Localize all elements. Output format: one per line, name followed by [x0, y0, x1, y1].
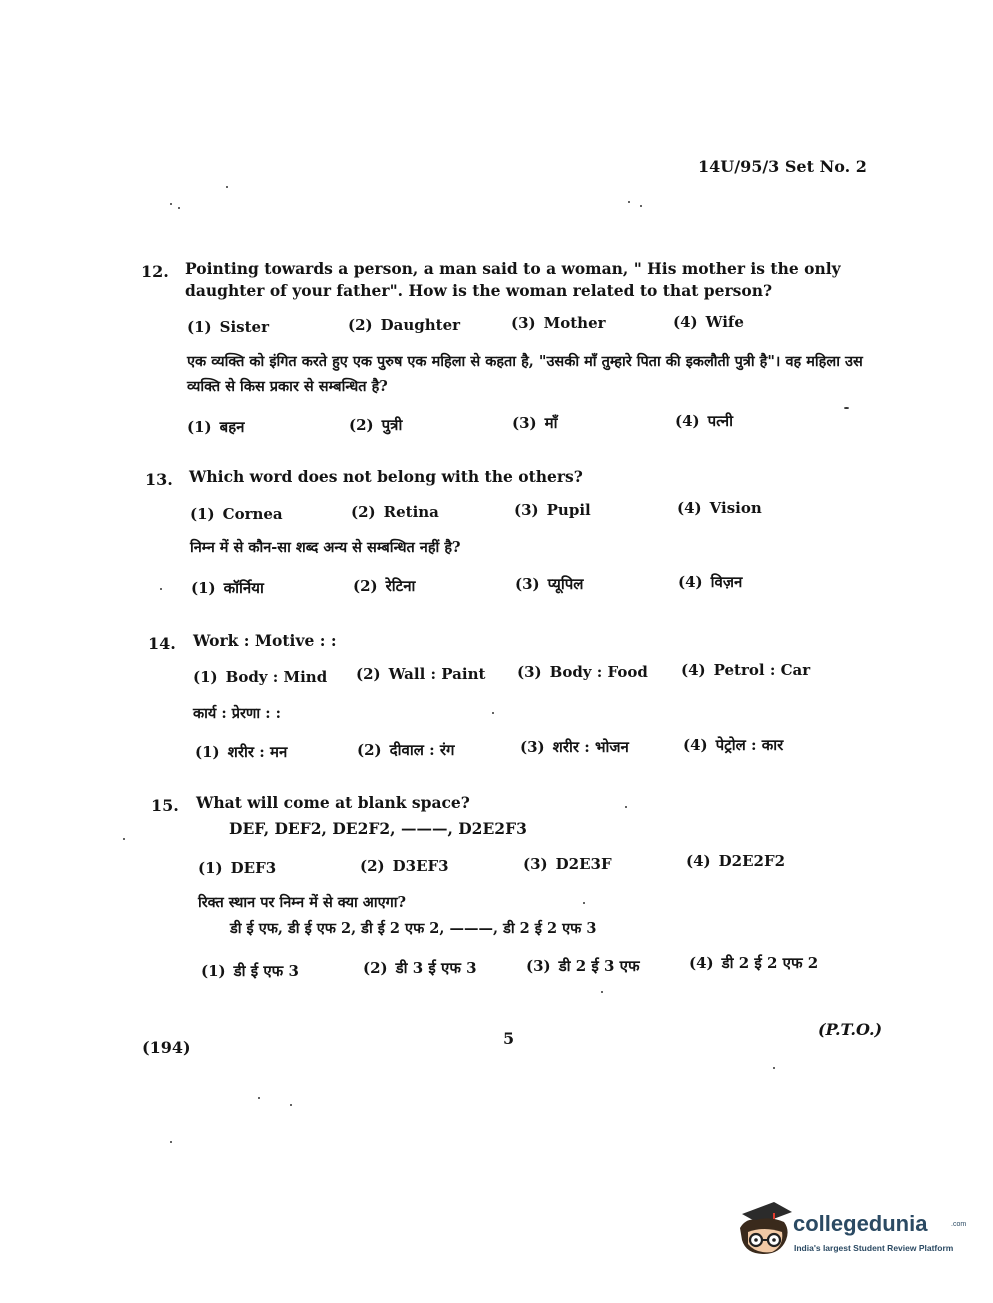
question-12-option-4: (4) Wife	[673, 313, 744, 331]
question-14-option-3-hi: (3) शरीर : भोजन	[520, 738, 629, 756]
question-15-stem-en: What will come at blank space?	[196, 793, 470, 812]
question-14-option-4-hi: (4) पेट्रोल : कार	[683, 736, 784, 754]
question-15-number: 15.	[151, 796, 179, 815]
question-12-option-3: (3) Mother	[511, 314, 606, 332]
question-13-option-2: (2) Retina	[351, 503, 439, 521]
question-14-option-4: (4) Petrol : Car	[681, 661, 811, 679]
page-number: 5	[503, 1029, 515, 1048]
question-14-number: 14.	[148, 634, 176, 653]
question-13-stem-en: Which word does not belong with the others?	[189, 467, 583, 486]
question-12-stem-hi: एक व्यक्ति को इंगित करते हुए एक पुरुष एक महिला से कहता है, "उसकी माँ तुम्हारे पिता की इकलौती पुत्री है"। वह महिला उस व्यक्ति से किस प्रकार से सम्बन्धित है?	[187, 353, 863, 395]
question-12-option-1-hi: (1) बहन	[187, 418, 245, 436]
question-12-option-4-hi: (4) पत्नी	[675, 412, 733, 430]
question-14-option-3: (3) Body : Food	[517, 663, 648, 681]
logo-wordmark: collegedunia	[793, 1211, 928, 1236]
question-15-option-4-hi: (4) डी 2 ई 2 एफ 2	[689, 954, 819, 972]
question-13-option-3-hi: (3) प्यूपिल	[515, 575, 584, 593]
question-15-option-4: (4) D2E2F2	[686, 852, 786, 870]
question-14-option-2-hi: (2) दीवाल : रंग	[357, 741, 455, 759]
question-14-option-1: (1) Body : Mind	[193, 668, 328, 686]
question-15-option-2-hi: (2) डी 3 ई एफ 3	[363, 959, 477, 977]
question-13-option-2-hi: (2) रेटिना	[353, 577, 416, 595]
question-13-option-4: (4) Vision	[677, 499, 762, 517]
question-15-stem-hi: रिक्त स्थान पर निम्न में से क्या आएगा?	[198, 894, 407, 911]
question-13-option-3: (3) Pupil	[514, 501, 591, 519]
please-turn-over: (P.T.O.)	[818, 1020, 883, 1039]
question-13-option-1-hi: (1) कॉर्निया	[191, 579, 264, 597]
question-15-series-en: DEF, DEF2, DE2F2, ———, D2E2F3	[229, 819, 527, 838]
question-14-stem-en: Work : Motive : :	[193, 631, 337, 650]
question-13-option-1: (1) Cornea	[190, 505, 283, 523]
question-15-option-1: (1) DEF3	[198, 859, 277, 877]
question-12-option-3-hi: (3) माँ	[512, 414, 558, 432]
question-14-option-1-hi: (1) शरीर : मन	[195, 743, 288, 761]
logo-domain: .com	[951, 1221, 967, 1228]
paper-code: (194)	[142, 1038, 191, 1057]
question-15-option-2: (2) D3EF3	[360, 857, 449, 875]
question-14-option-2: (2) Wall : Paint	[356, 665, 486, 683]
set-code: 14U/95/3 Set No. 2	[698, 157, 867, 176]
question-12-option-2-hi: (2) पुत्री	[349, 416, 403, 434]
question-12-stem-en: Pointing towards a person, a man said to a woman, " His mother is the only daughter of your father". How is the woman related to that person?	[185, 259, 841, 300]
question-12-option-1: (1) Sister	[187, 318, 269, 336]
question-15-option-3-hi: (3) डी 2 ई 3 एफ	[526, 957, 640, 975]
question-15-option-1-hi: (1) डी ई एफ 3	[201, 962, 299, 980]
question-13-number: 13.	[145, 470, 173, 489]
logo-tagline: India's largest Student Review Platform	[794, 1243, 954, 1253]
question-13-stem-hi: निम्न में से कौन-सा शब्द अन्य से सम्बन्धित नहीं है?	[190, 539, 461, 556]
question-12-option-2: (2) Daughter	[348, 316, 461, 334]
question-13-option-4-hi: (4) विज़न	[678, 573, 743, 591]
question-15-option-3: (3) D2E3F	[523, 855, 612, 873]
question-14-stem-hi: कार्य : प्रेरणा : :	[193, 705, 281, 722]
question-15-series-hi: डी ई एफ, डी ई एफ 2, डी ई 2 एफ 2, ———, डी 2 ई 2 एफ 3	[230, 920, 597, 937]
question-12-number: 12.	[141, 262, 169, 281]
